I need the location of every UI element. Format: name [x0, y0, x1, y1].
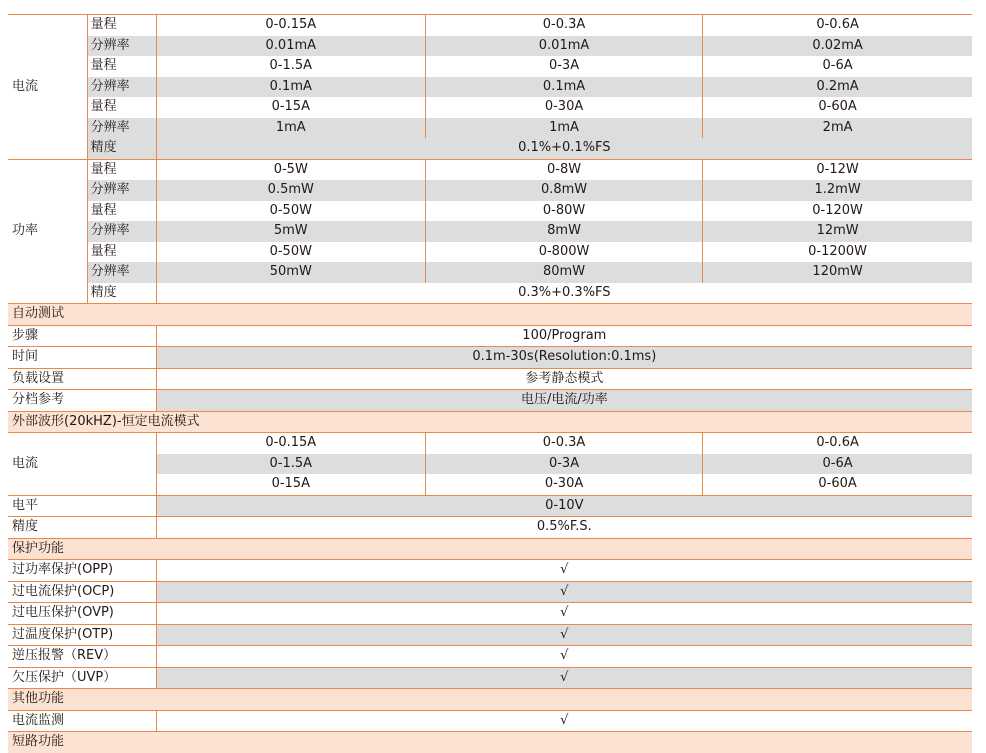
auto-test-row: [8, 347, 972, 369]
cell-value: 0.02mA: [703, 36, 972, 57]
row-value: 0.1m-30s(Resolution:0.1ms): [156, 347, 972, 369]
waveform-current-row: [8, 433, 972, 454]
row-value: 0.5%F.S.: [156, 517, 972, 539]
other-header: [8, 689, 972, 711]
cell-value: 1.2mW: [703, 180, 972, 201]
cell-value: 0-60A: [818, 476, 857, 492]
check-mark: √: [156, 710, 972, 732]
cell-value: 0.1mA: [425, 77, 702, 98]
row-label: 量程: [87, 15, 156, 36]
current-category-label: 电流: [8, 15, 87, 160]
row-label: 步骤: [8, 325, 156, 347]
row-label: 分辨率: [87, 118, 156, 139]
row-label: 过电压保护(OVP): [8, 603, 156, 625]
row-value: 100/Program: [156, 325, 972, 347]
auto-test-row: [8, 368, 972, 390]
cell-value: 0-0.6A: [703, 433, 972, 454]
row-label: 精度: [8, 517, 156, 539]
cell-value: 0.1mA: [156, 77, 425, 98]
protection-row: [8, 603, 972, 625]
row-value: 电压/电流/功率: [156, 390, 972, 412]
row-label: 量程: [87, 242, 156, 263]
power-row-6: [8, 262, 972, 283]
power-category-label: 功率: [8, 159, 87, 304]
current-accuracy-row: [8, 138, 972, 159]
accuracy-value: 0.3%+0.3%FS: [518, 284, 611, 300]
cell-value: 0-80W: [425, 201, 702, 222]
cell-value: 0-120W: [812, 202, 863, 218]
power-accuracy-row: [8, 283, 972, 304]
spec-table: [8, 14, 972, 753]
cell-value: 0.5mW: [156, 180, 425, 201]
current-row-3: [8, 56, 972, 77]
cell-value: 1mA: [156, 118, 425, 139]
row-label: 过电流保护(OCP): [8, 581, 156, 603]
row-label: 电流监测: [8, 710, 156, 732]
row-label: 分档参考: [8, 390, 156, 412]
row-label: 分辨率: [87, 77, 156, 98]
section-title: 外部波形(20kHZ)-恒定电流模式: [8, 411, 972, 433]
row-value: 参考静态模式: [156, 368, 972, 390]
row-label: 逆压报警（REV）: [8, 646, 156, 668]
cell-value: 0-1.5A: [156, 454, 425, 475]
cell-value: 0-0.15A: [156, 433, 425, 454]
current-row-1: [8, 15, 972, 36]
row-value: 0-10V: [156, 495, 972, 517]
protection-row: [8, 624, 972, 646]
cell-value: 0-1.5A: [156, 56, 425, 77]
row-label: 量程: [87, 201, 156, 222]
current-row-5: [8, 97, 972, 118]
cell-value: 5mW: [156, 221, 425, 242]
row-label: 电平: [8, 495, 156, 517]
row-label: 分辨率: [87, 262, 156, 283]
section-title: 保护功能: [8, 538, 972, 560]
row-label: 精度: [87, 283, 156, 304]
cell-value: 80mW: [425, 262, 702, 283]
cell-value: 0-6A: [703, 454, 972, 475]
cell-value: 0-60A: [818, 99, 857, 115]
cell-value: 8mW: [425, 221, 702, 242]
cell-value: 0-0.6A: [703, 15, 972, 36]
cell-value: 0-15A: [156, 474, 425, 495]
cell-value: 0-30A: [425, 474, 702, 495]
power-row-1: [8, 159, 972, 180]
cell-value: 0-8W: [425, 159, 702, 180]
cell-value: 0-800W: [425, 242, 702, 263]
cell-value: 0-0.15A: [156, 15, 425, 36]
cell-value: 0.01mA: [425, 36, 702, 57]
check-mark: √: [156, 624, 972, 646]
section-title: 短路功能: [8, 732, 972, 753]
accuracy-value: 0.1%+0.1%FS: [156, 138, 972, 159]
cell-value: 0-15A: [156, 97, 425, 118]
external-waveform-header: [8, 411, 972, 433]
cell-value: 0.01mA: [156, 36, 425, 57]
cell-value: 50mW: [156, 262, 425, 283]
check-mark: √: [156, 560, 972, 582]
row-label: 过功率保护(OPP): [8, 560, 156, 582]
auto-test-row: [8, 325, 972, 347]
row-label: 量程: [87, 159, 156, 180]
row-label: 分辨率: [87, 221, 156, 242]
cell-value: 0-12W: [703, 159, 972, 180]
row-label: 量程: [87, 56, 156, 77]
waveform-accuracy-row: [8, 517, 972, 539]
cell-value: 0.8mW: [425, 180, 702, 201]
power-row-2: [8, 180, 972, 201]
other-row: [8, 710, 972, 732]
power-row-5: [8, 242, 972, 263]
section-title: 其他功能: [8, 689, 972, 711]
section-title: 自动测试: [8, 304, 972, 326]
row-label: 精度: [87, 138, 156, 159]
row-label: 量程: [87, 97, 156, 118]
check-mark: √: [156, 667, 972, 689]
protection-row: [8, 560, 972, 582]
cell-value: 0.2mA: [703, 77, 972, 98]
protection-row: [8, 646, 972, 668]
cell-value: 0-3A: [425, 56, 702, 77]
row-label: 过温度保护(OTP): [8, 624, 156, 646]
waveform-current-label: 电流: [8, 433, 156, 496]
row-label: 负载设置: [8, 368, 156, 390]
power-row-4: [8, 221, 972, 242]
short-circuit-header: [8, 732, 972, 753]
protection-row: [8, 581, 972, 603]
cell-value: 2mA: [703, 118, 972, 139]
cell-value: 0-0.3A: [425, 433, 702, 454]
current-row-6: [8, 118, 972, 139]
protection-row: [8, 667, 972, 689]
cell-value: 1mA: [425, 118, 702, 139]
row-label: 欠压保护（UVP）: [8, 667, 156, 689]
row-label: 分辨率: [87, 180, 156, 201]
cell-value: 0-3A: [425, 454, 702, 475]
cell-value: 12mW: [703, 221, 972, 242]
check-mark: √: [156, 581, 972, 603]
cell-value: 0-6A: [822, 58, 853, 74]
power-row-3: [8, 201, 972, 222]
cell-value: 0-5W: [156, 159, 425, 180]
cell-value: 120mW: [703, 262, 972, 283]
waveform-level-row: [8, 495, 972, 517]
current-row-2: [8, 36, 972, 57]
check-mark: √: [156, 646, 972, 668]
auto-test-header: [8, 304, 972, 326]
cell-value: 0-50W: [156, 242, 425, 263]
cell-value: 0-50W: [156, 201, 425, 222]
current-row-4: [8, 77, 972, 98]
row-label: 时间: [8, 347, 156, 369]
cell-value: 0-0.3A: [425, 15, 702, 36]
cell-value: 0-1200W: [808, 243, 868, 259]
check-mark: √: [156, 603, 972, 625]
cell-value: 0-30A: [425, 97, 702, 118]
protection-header: [8, 538, 972, 560]
row-label: 分辨率: [87, 36, 156, 57]
auto-test-row: [8, 390, 972, 412]
